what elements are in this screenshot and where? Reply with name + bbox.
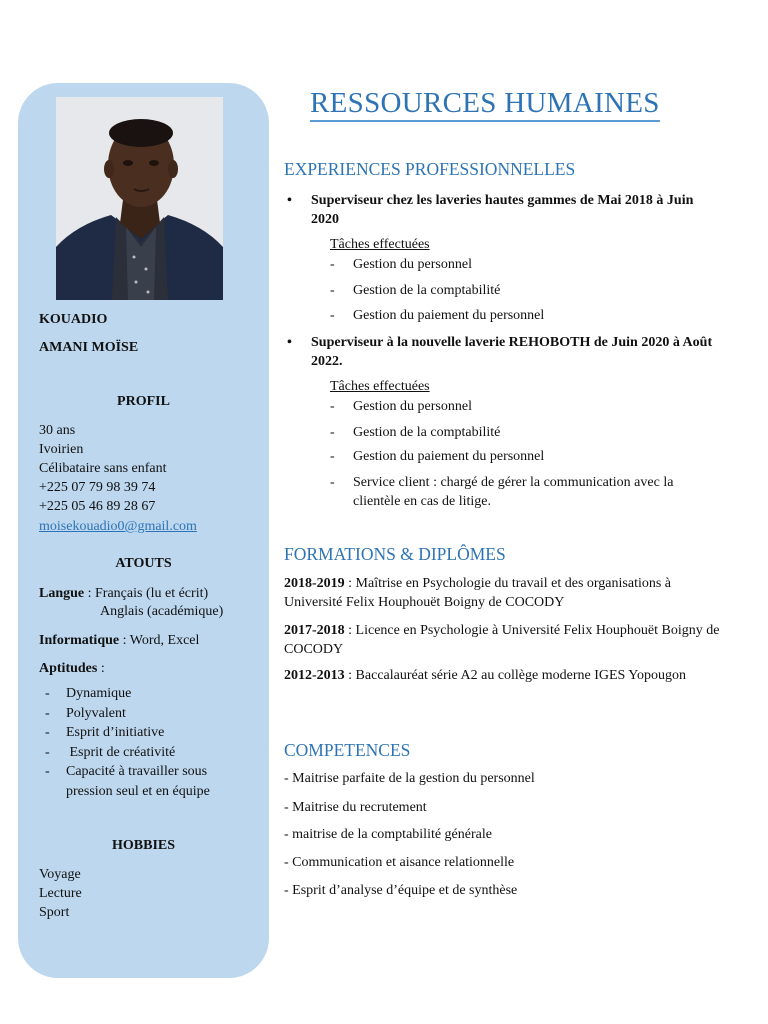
formation-text: : Licence en Psychologie à Université Felix Houphouët Boigny de COCODY: [284, 623, 720, 657]
atouts-heading: ATOUTS: [115, 556, 172, 571]
dash-marker: -: [330, 449, 335, 464]
formation-years: 2018-2019: [284, 576, 345, 591]
dash-marker: -: [330, 425, 335, 440]
profile-photo: [56, 97, 223, 300]
dash-marker: -: [330, 257, 335, 272]
dash-marker: -: [45, 764, 50, 779]
formation-text: : Maîtrise en Psychologie du travail et des organisations à Université Felix Houphouët Boigny de COCODY: [284, 576, 672, 610]
name-second-line: AMANI MOÏSE: [39, 340, 139, 355]
task-item: [330, 281, 720, 300]
formation-text: : Baccalauréat série A2 au collège moderne IGES Yopougon: [344, 668, 687, 683]
tasks-label: Tâches effectuées: [330, 379, 430, 394]
competence-item: - Maitrise parfaite de la gestion du personnel: [284, 771, 535, 786]
competence-item: - Communication et aisance relationnelle: [284, 855, 515, 870]
task-item: [330, 447, 720, 466]
page-title: RESSOURCES HUMAINES: [310, 86, 660, 122]
hobbies-heading: HOBBIES: [111, 838, 176, 853]
task-text: Gestion de la comptabilité: [353, 283, 501, 298]
langue-value-en: Anglais (académique): [100, 604, 224, 619]
list-item: [39, 723, 210, 743]
aptitude-text: Dynamique: [66, 686, 132, 701]
list-item: [39, 743, 210, 763]
list-item: [39, 704, 210, 724]
dash-marker: -: [45, 744, 50, 760]
formations-heading: FORMATIONS & DIPLÔMES: [284, 544, 506, 564]
name-first-line: KOUADIO: [39, 312, 108, 327]
profil-phone-1: +225 07 79 98 39 74: [39, 480, 156, 495]
task-item: [330, 423, 720, 442]
hobby-item: Voyage: [39, 867, 81, 882]
list-item: [39, 762, 210, 782]
profil-email-link[interactable]: moisekouadio0@gmail.com: [39, 519, 197, 534]
dash-marker: -: [330, 308, 335, 323]
aptitude-text: pression seul et en équipe: [66, 783, 210, 799]
profil-status: Célibataire sans enfant: [39, 461, 167, 476]
informatique-line: [39, 631, 199, 650]
formation-years: 2012-2013: [284, 668, 345, 683]
task-text: Gestion de la comptabilité: [353, 425, 501, 440]
profil-phone-2: +225 05 46 89 28 67: [39, 499, 156, 514]
aptitudes-line: [39, 659, 105, 678]
formation-item: [284, 575, 724, 612]
dash-marker: -: [330, 475, 335, 490]
job-entry: [287, 191, 722, 229]
bullet-marker: •: [287, 335, 292, 350]
profil-nationality: Ivoirien: [39, 442, 84, 457]
tasks-label: Tâches effectuées: [330, 237, 430, 252]
job-title: Superviseur chez les laveries hautes gammes de Mai 2018 à Juin 2020: [311, 193, 694, 227]
langue-value-fr: : Français (lu et écrit): [84, 586, 209, 601]
profil-heading: PROFIL: [117, 394, 170, 409]
hobby-item: Lecture: [39, 886, 82, 901]
competence-item: - Esprit d’analyse d’équipe et de synthèse: [284, 883, 518, 898]
dash-marker: -: [45, 705, 50, 721]
dash-marker: -: [45, 686, 50, 701]
list-item-continuation: [39, 782, 210, 802]
dash-marker: -: [45, 725, 50, 740]
task-text: Service client : chargé de gérer la communication avec la clientèle en cas de litige.: [353, 475, 674, 509]
competences-heading: COMPETENCES: [284, 740, 411, 760]
hobby-item: Sport: [39, 905, 70, 920]
informatique-value: : Word, Excel: [119, 633, 200, 648]
task-text: Gestion du paiement du personnel: [353, 449, 545, 464]
competence-item: - maitrise de la comptabilité générale: [284, 827, 492, 842]
competence-item: - Maitrise du recrutement: [284, 800, 427, 815]
list-item: [39, 684, 210, 704]
profil-age: 30 ans: [39, 423, 76, 438]
task-text: Gestion du paiement du personnel: [353, 308, 545, 323]
informatique-label: Informatique: [39, 633, 120, 648]
langue-line: [39, 584, 208, 603]
aptitudes-colon: :: [97, 661, 105, 676]
langue-label: Langue: [39, 586, 85, 601]
aptitudes-list: [39, 684, 210, 801]
bullet-marker: •: [287, 193, 292, 208]
aptitude-text: Esprit de créativité: [66, 744, 176, 760]
formation-item: [284, 667, 724, 686]
experiences-heading: EXPERIENCES PROFESSIONNELLES: [284, 159, 576, 179]
task-text: Gestion du personnel: [353, 399, 472, 414]
task-item: [330, 473, 720, 511]
task-text: Gestion du personnel: [353, 257, 472, 272]
formation-years: 2017-2018: [284, 623, 345, 638]
aptitude-text: Capacité à travailler sous: [66, 764, 208, 779]
portrait-image: [56, 97, 223, 300]
formation-item: [284, 622, 724, 659]
sidebar-panel: [18, 83, 269, 978]
job-title: Superviseur à la nouvelle laverie REHOBOTH de Juin 2020 à Août 2022.: [311, 335, 713, 369]
aptitude-text: Esprit d’initiative: [66, 725, 165, 740]
task-item: [330, 397, 720, 416]
dash-marker: -: [330, 399, 335, 414]
job-entry: [287, 333, 722, 371]
task-item: [330, 255, 720, 274]
aptitude-text: Polyvalent: [66, 705, 126, 721]
aptitudes-label: Aptitudes: [39, 661, 98, 676]
task-item: [330, 306, 720, 325]
dash-marker: -: [330, 283, 335, 298]
